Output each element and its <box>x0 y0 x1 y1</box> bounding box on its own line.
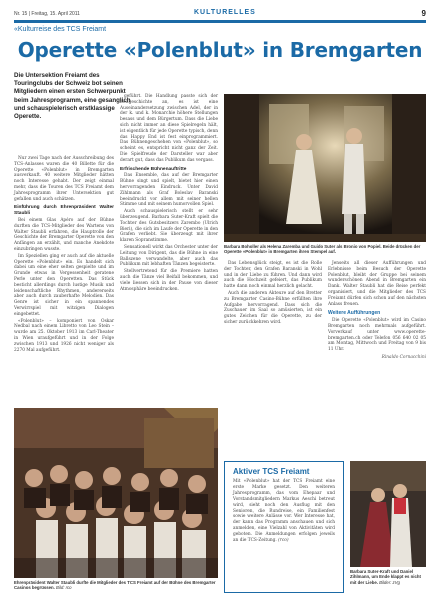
photo-couple <box>350 461 426 567</box>
rubric: «Kulturreise des TCS Freiamt <box>14 26 107 33</box>
stage-scene-image <box>224 94 426 242</box>
issue-info: Nr. 15 | Freitag, 15. April 2011 <box>14 11 80 17</box>
page-number: 9 <box>421 9 426 18</box>
article-title: Operette «Polenblut» in Bremgarten <box>17 38 423 62</box>
paragraph: Bei einem Glas Apéro auf der Bühne durften die TCS-Mitglieder des Wartens von Walter Staubli erfahren, die Hauptrolle der Geschichte der Bremgarter Operette von den Anfängen an erzählt, und manche Anekdote einzubringen wusste. <box>14 217 114 252</box>
info-box <box>224 461 344 593</box>
paragraph: Im Speziellen ging er auch auf die aktuelle Operette «Polenblut» ein. Es handelt sich dabei um eine eher selten gespielte und im Grunde etwas in Vergessenheit geratene Perle unter den Operetten. Das Stück besticht allerdings durch lustige Musik und leidenschaftliche Rhythmen, andererseits aber auch durch zauberhafte Melodien. Das Genre ist sicher in ein spannendes Verwirrspiel mit witzigen Dialogen eingebettet. <box>14 253 114 317</box>
photo-audience <box>14 408 218 578</box>
column-2 <box>120 94 218 406</box>
caption-text: Ehrenpräsident Walter Staubli durfte die Mitglieder des TCS Freiamt auf der Bühne des Bremgarter Casinos begrüssen. <box>14 580 216 591</box>
paragraph: Nur zwei Tage nach der Ausschreibung des TCS-Anlasses waren die 40 Billette für die Operette «Polenblut» in Bremgarten ausverkauft. 40 weitere Mitglieder hätten noch Interesse gehabt. Der zeigt einmal mehr, dass die Touren des TCS Freiamt dem Jahresprogramm ihrer Untersektion gut gefallen und auch schätzen. <box>14 156 114 202</box>
couple-image <box>350 461 426 567</box>
info-box-title: Aktiver TCS Freiamt <box>233 467 310 476</box>
paragraph: «Polenblut» – komponiert von Oskar Nedbal nach einem Libretto von Leo Stein – wurde am 25. Oktober 1913 im Carl-Theater in Wien uraufgeführt und in der Folge zwischen 1913 und 1926 nicht weniger als 2270 Mal aufgeführt. <box>14 318 114 353</box>
paragraph: Die Operette «Polenblut» wird im Casino Bremgarten noch mehrmals aufgeführt. Vorverkauf unter www.operette-bremgarten.ch oder Telefon 056 640 02 05 am Montag, Mittwoch und Freitag von 9 bis 11 Uhr. <box>328 318 426 353</box>
paragraph: Das Lebensglück steigt, es ist die Rolle der Tochter, den Grafen Baranski in Wohl und in der Liebe zu führen. Und dann wird auch die Hochzeit gefeiert, das Publikum hatte dann noch einmal herzlich gelacht. <box>224 261 322 290</box>
photo-credit: Bild: rco <box>56 585 72 591</box>
paragraph: Auch schauspielerisch stellt er sehr überzeugend. Barbara Suter-Kraft spielt die Tochter des Gutsbesitzers Zarembo (Ulrich Bieri), die sich im Laufe der Operette in den Grafen verliebt. Sie überzeugt mit ihrer klaren Sopranstimme. <box>120 209 218 244</box>
paragraph: Auch die anderen Akteure auf den Bretter zu Bremgarter Casino-Bühne erfüllten ihre Aufgabe hervorragend. Dass sich die Zuschauer im Saal so amüsierten, ist ein gutes Zeichen für die Operette, zu der sicher zurückkehren wird. <box>224 290 322 325</box>
subheading-performances: Weitere Aufführungen <box>328 310 381 317</box>
caption-couple <box>350 569 426 585</box>
header-rule <box>14 20 426 23</box>
author-signature: Rinaldo Cornacchini <box>381 354 426 360</box>
caption-stage-scene: Barbara Boholler als Helena Zaremba und Guido Suter als Bronio von Popiel. Beide drücken der Operette «Polenblut» in Bremgarten ihren Stempel auf. <box>224 244 421 255</box>
paragraph: geführt. Die Handlung passte sich der Zeitgeschichte an, es ist eine Auseinandersetzung zwischen Adel, der in der k. und k. Monarchie höhere Stellungen besass und dem Bürgertum. Dass die Liebe sich nicht immer an diese Spielregeln hält, ist eigentlich für jede Operette typisch, denn das Happy End ist fest einprogrammiert. Das Bühnengeschehen von «Polenblut», so scheint es, entspricht nicht ganz der Zeit. Die Spielfreude der Darsteller war aber derart gut, dass das Publikum das vergass. <box>120 94 218 163</box>
column-4 <box>328 261 426 406</box>
info-box-text <box>225 479 343 544</box>
info-box-signature: (rco) <box>278 538 289 544</box>
caption-text: Barbara Suter-Kraft und Daniel Zihlmann, um Ende klappt es nicht mit der Liebe. <box>350 569 421 585</box>
column-1 <box>14 156 114 406</box>
photo-stage-scene <box>224 94 426 242</box>
photo-credit: Bilder: zVg <box>379 579 400 585</box>
section-title: KULTURELLES <box>194 9 256 16</box>
subheading-act: Erfrischende Bühnenauftritte <box>120 166 187 172</box>
page-header <box>14 8 426 20</box>
info-box-body: Mit «Polenblut» hat der TCS Freiamt eine erste Marke gesetzt. Den weiteren Jahresprogramm, das vom Ehepaar und Vorstandsmitgliedern Markus Aeschi betreut wird, sieht noch den Ausflug mit den Senioren, die Rundreise, ein Familienfest sowie weitere Anlässe vor. Wer Interesse hat, der kann das Programm anschauen und sich anmelden, eine Vielzahl von Aktivitäten wird geboten. Die Anmeldungen erfolgen jeweils an die TCS-Zeitung. <box>233 479 335 544</box>
article-lead: Die Untersektion Freiamt des Touringclubs der Schweiz bot seinen Mitgliedern einen ersten Schwerpunkt beim Jahresprogramm, eine gesanglich und schauspielerisch erstklassige Operette. <box>14 72 131 121</box>
paragraph: Jenseits all dieser Aufführungen und Erlebnisse beim Besuch der Operette Polenblut, bleibt der Gruppe bei seinem wunderschönen Abend in Bremgarten ein Dank. Walter Staubli hat die Reise perfekt organisiert, und die Mitglieder des TCS Freiamt dürfen sich schon auf den nächsten Anlass freuen. <box>328 261 426 307</box>
paragraph: Stellvertretend für die Premiere hatten auch die Tänze viel Beifall bekommen, und viele liessen sich in der Pause von dieser Atmosphäre beeindrucken. <box>120 269 218 292</box>
paragraph: Sensationell wirkt das Orchester unter der Leitung von Dirigent, das die Bühne in eine Ballszene verwandelte, aber auch das Publikum mit lebhaften Tänzen begeisterte. <box>120 244 218 268</box>
caption-audience <box>14 580 218 591</box>
newspaper-page <box>14 8 426 594</box>
subheading-intro: Einführung durch Ehrenpräsident Walter Staubli <box>14 205 114 217</box>
paragraph: Das Ensemble, das auf der Bremgarter Bühne singt und spielt, bietet hier einen hervorragenden Eindruck. Unter David Zihlmann als Graf Boleslav Baranski beeindruckt vor allem mit seiner hellen Stimme und mit seinem humorvollen Spiel. <box>120 173 218 208</box>
column-3 <box>224 261 322 406</box>
audience-image <box>14 408 218 578</box>
